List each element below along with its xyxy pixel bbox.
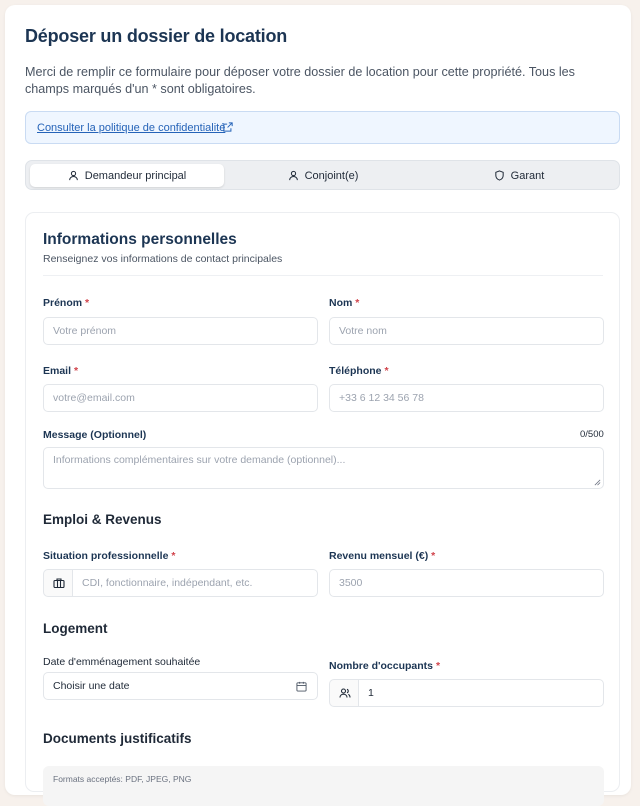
section-title-personal: Informations personnelles (43, 231, 237, 248)
external-link-icon (223, 122, 233, 132)
tab-main-applicant[interactable] (30, 164, 224, 187)
email-label: Email * (43, 365, 79, 377)
tab-label: Garant (510, 169, 545, 182)
lastname-input[interactable]: Votre nom (329, 317, 604, 345)
section-divider (43, 275, 603, 276)
tab-spouse[interactable] (226, 164, 420, 187)
lastname-label: Nom * (329, 297, 360, 309)
privacy-notice (25, 111, 620, 144)
calendar-icon (296, 681, 307, 692)
situation-label: Situation professionnelle * (43, 550, 176, 562)
page-title: Déposer un dossier de location (25, 26, 288, 46)
firstname-input[interactable]: Votre prénom (43, 317, 318, 345)
section-title-employment: Emploi & Revenus (43, 512, 162, 527)
occupants-label: Nombre d'occupants * (329, 660, 441, 672)
resize-handle-icon[interactable] (594, 479, 601, 486)
situation-addon (43, 569, 73, 597)
document-upload-zone[interactable] (43, 766, 604, 806)
accepted-formats-text: Formats acceptés: PDF, JPEG, PNG (53, 774, 192, 784)
income-label: Revenu mensuel (€) * (329, 550, 436, 562)
shield-icon (494, 170, 505, 181)
move-date-label: Date d'emménagement souhaitée (43, 656, 201, 668)
tab-label: Conjoint(e) (304, 169, 359, 182)
message-char-counter: 0/500 (580, 429, 604, 440)
situation-input[interactable]: CDI, fonctionnaire, indépendant, etc. (72, 569, 318, 597)
tab-guarantor[interactable] (422, 164, 616, 187)
phone-input[interactable]: +33 6 12 34 56 78 (329, 384, 604, 412)
section-title-documents: Documents justificatifs (43, 731, 192, 746)
intro-text: Merci de remplir ce formulaire pour déposer votre dossier de location pour cette propriété. Tous les champs marqués d'un * sont obligatoires. (25, 65, 575, 96)
occupants-input[interactable]: 1 (358, 679, 604, 707)
tab-label: Demandeur principal (84, 169, 187, 182)
message-label: Message (Optionnel) (43, 429, 147, 441)
move-date-picker[interactable]: Choisir une date (43, 672, 318, 700)
email-input[interactable]: votre@email.com (43, 384, 318, 412)
firstname-label: Prénom * (43, 297, 90, 309)
briefcase-icon (53, 577, 65, 589)
user-icon (288, 170, 299, 181)
section-subtitle-personal: Renseignez vos informations de contact principales (43, 253, 283, 265)
user-icon (68, 170, 79, 181)
applicant-tabs (25, 160, 620, 190)
application-form-card (5, 5, 631, 795)
users-icon (339, 687, 351, 699)
income-input[interactable]: 3500 (329, 569, 604, 597)
phone-label: Téléphone * (329, 365, 389, 377)
section-title-housing: Logement (43, 621, 108, 636)
form-panel (25, 212, 620, 792)
message-textarea[interactable]: Informations complémentaires sur votre demande (optionnel)... (43, 447, 604, 489)
privacy-policy-link[interactable]: Consulter la politique de confidentialité (37, 122, 226, 134)
occupants-addon (329, 679, 359, 707)
